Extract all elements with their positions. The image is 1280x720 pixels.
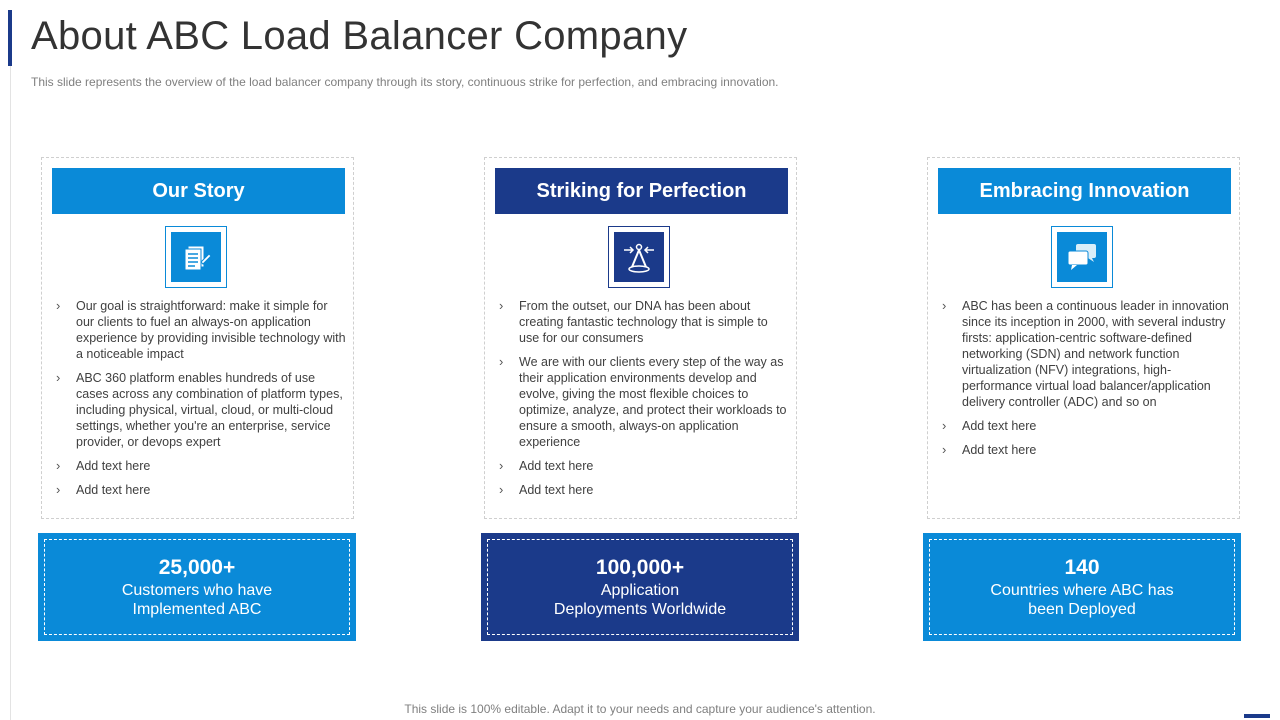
list-item: › ABC 360 platform enables hundreds of use cases across any combination of platform types, including physical, virtual, cloud, or multi-cloud settings, whether you're an enterprise, service provider, or devops expert (56, 370, 343, 449)
list-item: › From the outset, our DNA has been about creating fantastic technology that is simple to use for our consumers (499, 298, 768, 345)
stat-box-countries (923, 533, 1241, 641)
chevron-right-icon: › (499, 482, 504, 497)
chevron-right-icon: › (499, 458, 504, 473)
stat-label: Application (600, 582, 680, 599)
column-heading: Our Story (52, 168, 345, 214)
column-striking-for-perfection (484, 157, 797, 519)
list-item: › Add text here (56, 458, 151, 473)
stat-value: 100,000+ (595, 556, 685, 579)
compass-target-icon (608, 226, 670, 288)
list-item: › Add text here (942, 442, 1037, 457)
stat-label: been Deployed (1028, 601, 1136, 618)
footer-note: This slide is 100% editable. Adapt it to your needs and capture your audience's attention. (404, 702, 876, 716)
document-edit-icon (165, 226, 227, 288)
left-divider (10, 66, 11, 720)
stat-value: 140 (1064, 556, 1100, 579)
column-embracing-innovation (927, 157, 1240, 519)
list-item: › Add text here (56, 482, 151, 497)
chevron-right-icon: › (499, 354, 504, 369)
corner-accent (1244, 714, 1270, 718)
stat-label: Countries where ABC has (990, 582, 1174, 599)
stat-label: Customers who have (121, 582, 273, 599)
list-item: › Our goal is straightforward: make it simple for our clients to fuel an always-on application experience by providing invisible technology with a noticeable impact (56, 298, 346, 361)
column-heading: Striking for Perfection (495, 168, 788, 214)
chevron-right-icon: › (942, 442, 947, 457)
stat-label: Deployments Worldwide (553, 601, 727, 618)
stat-label: Implemented ABC (132, 601, 262, 618)
chevron-right-icon: › (942, 298, 947, 313)
stat-value: 25,000+ (158, 556, 236, 579)
column-our-story (41, 157, 354, 519)
title-accent-bar (8, 10, 12, 66)
page-subtitle: This slide represents the overview of the load balancer company through its story, continuous strike for perfection, and embracing innovation. (31, 75, 779, 89)
chat-bubbles-icon (1051, 226, 1113, 288)
bullet-list (56, 298, 346, 506)
list-item: › Add text here (499, 458, 594, 473)
column-heading: Embracing Innovation (938, 168, 1231, 214)
bullet-list (499, 298, 789, 506)
chevron-right-icon: › (56, 482, 61, 497)
list-item: › ABC has been a continuous leader in innovation since its inception in 2000, with several industry firsts: application-centric software-defined networking (SDN) and network function virtualization (NFV) integrations, high-performance virtual load balancer/application delivery controller (ADC) and so on (942, 298, 1229, 409)
stat-box-deployments (481, 533, 799, 641)
bullet-list (942, 298, 1232, 466)
list-item: › Add text here (499, 482, 594, 497)
chevron-right-icon: › (499, 298, 504, 313)
chevron-right-icon: › (56, 298, 61, 313)
chevron-right-icon: › (942, 418, 947, 433)
stat-box-customers (38, 533, 356, 641)
chevron-right-icon: › (56, 458, 61, 473)
list-item: › Add text here (942, 418, 1037, 433)
chevron-right-icon: › (56, 370, 61, 385)
page-title: About ABC Load Balancer Company (31, 14, 688, 58)
list-item: › We are with our clients every step of the way as their application environments develop and evolve, giving the most flexible choices to optimize, analyze, and protect their workloads to ensure a smooth, always-on application experience (499, 354, 787, 449)
